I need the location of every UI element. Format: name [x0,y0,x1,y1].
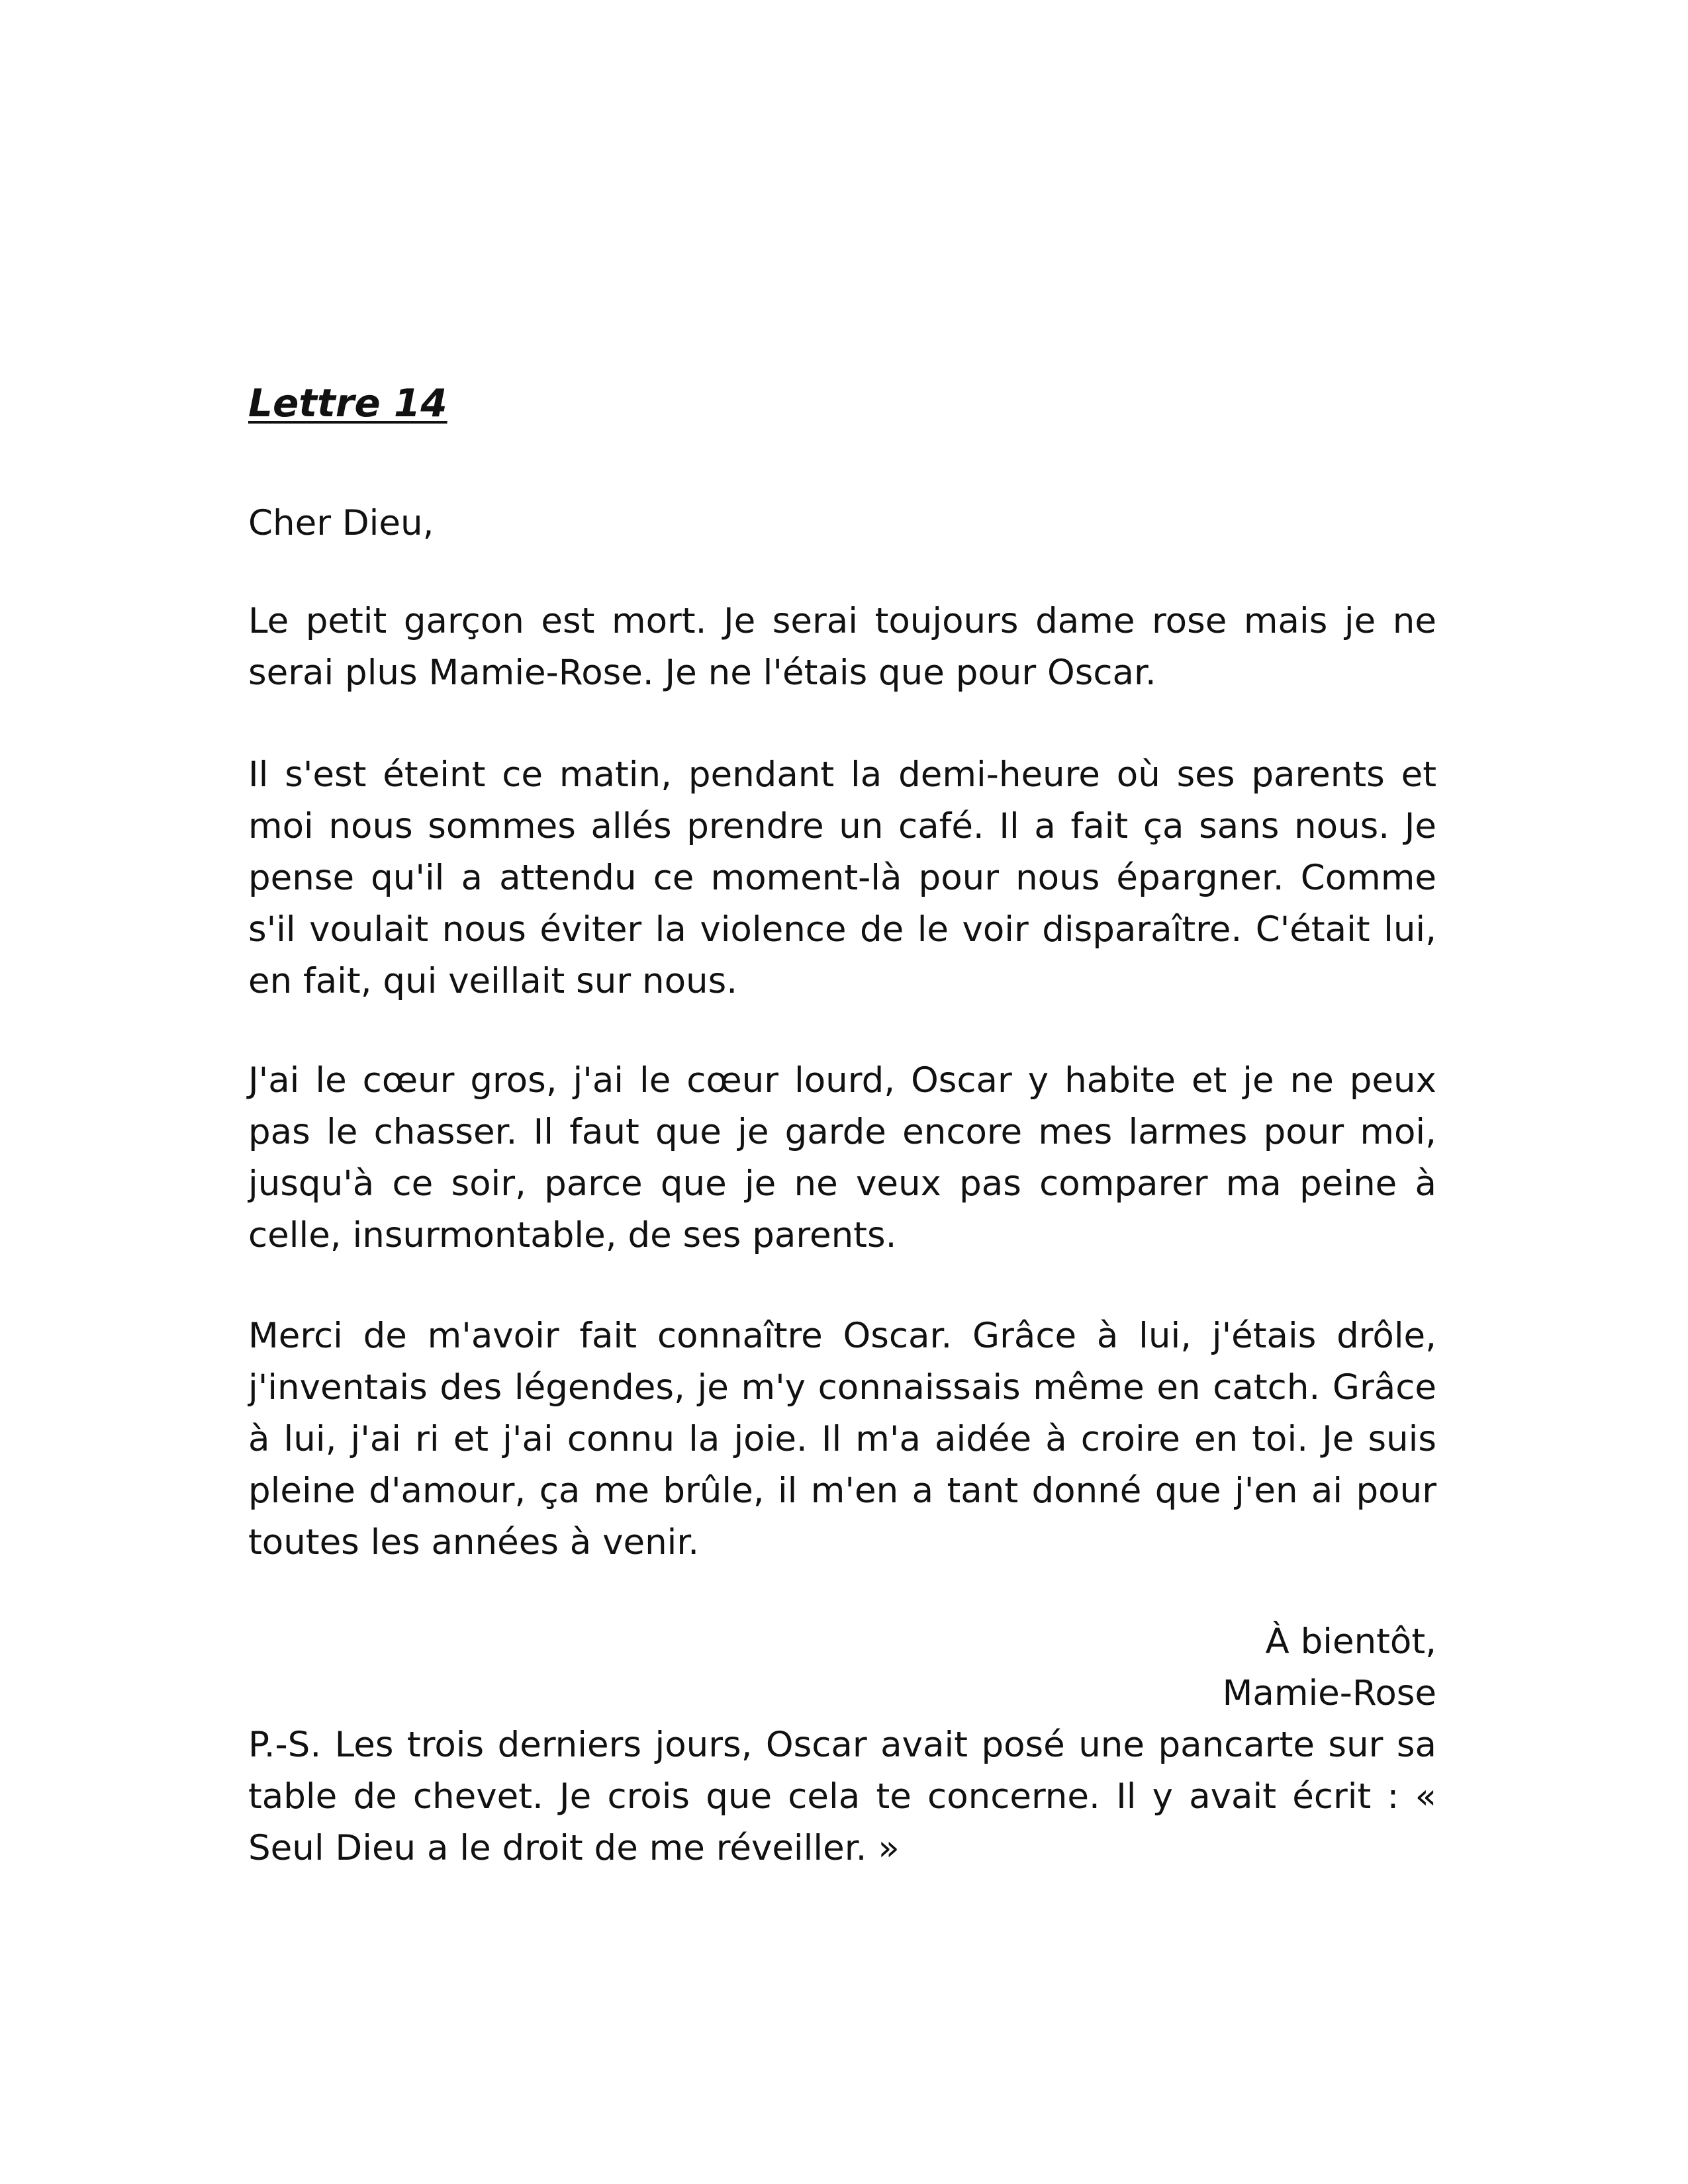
letter-signature: Mamie-Rose [1222,1673,1436,1713]
letter-paragraph: J'ai le cœur gros, j'ai le cœur lourd, Oscar y habite et je ne peux pas le chasser. Il faut que je garde encore mes larmes pour moi, jusqu'à ce soir, parce que je ne veux pas comparer ma peine à celle, insurmontable, de ses parents. [248,1060,1436,1255]
letter-greeting: Cher Dieu, [248,503,434,543]
letter-postscript: P.-S. Les trois derniers jours, Oscar avait posé une pancarte sur sa table de chevet. Je crois que cela te concerne. Il y avait écrit : « Seul Dieu a le droit de me réveiller. » [248,1725,1436,1868]
letter-paragraph: Le petit garçon est mort. Je serai toujours dame rose mais je ne serai plus Mamie-Rose. Je ne l'étais que pour Oscar. [248,601,1436,693]
letter-paragraph: Merci de m'avoir fait connaître Oscar. Grâce à lui, j'étais drôle, j'inventais des légendes, je m'y connaissais même en catch. Grâce à lui, j'ai ri et j'ai connu la joie. Il m'a aidée à croire en toi. Je suis pleine d'amour, ça me brûle, il m'en a tant donné que j'en ai pour toutes les années à venir. [248,1316,1436,1563]
letter-closing: À bientôt, [1265,1621,1436,1662]
letter-paragraph: Il s'est éteint ce matin, pendant la demi-heure où ses parents et moi nous sommes allés prendre un café. Il a fait ça sans nous. Je pense qu'il a attendu ce moment-là pour nous épargner. Comme s'il voulait nous éviter la violence de le voir disparaître. C'était lui, en fait, qui veillait sur nous. [248,754,1436,1001]
letter-title: Lettre 14 [248,381,447,426]
